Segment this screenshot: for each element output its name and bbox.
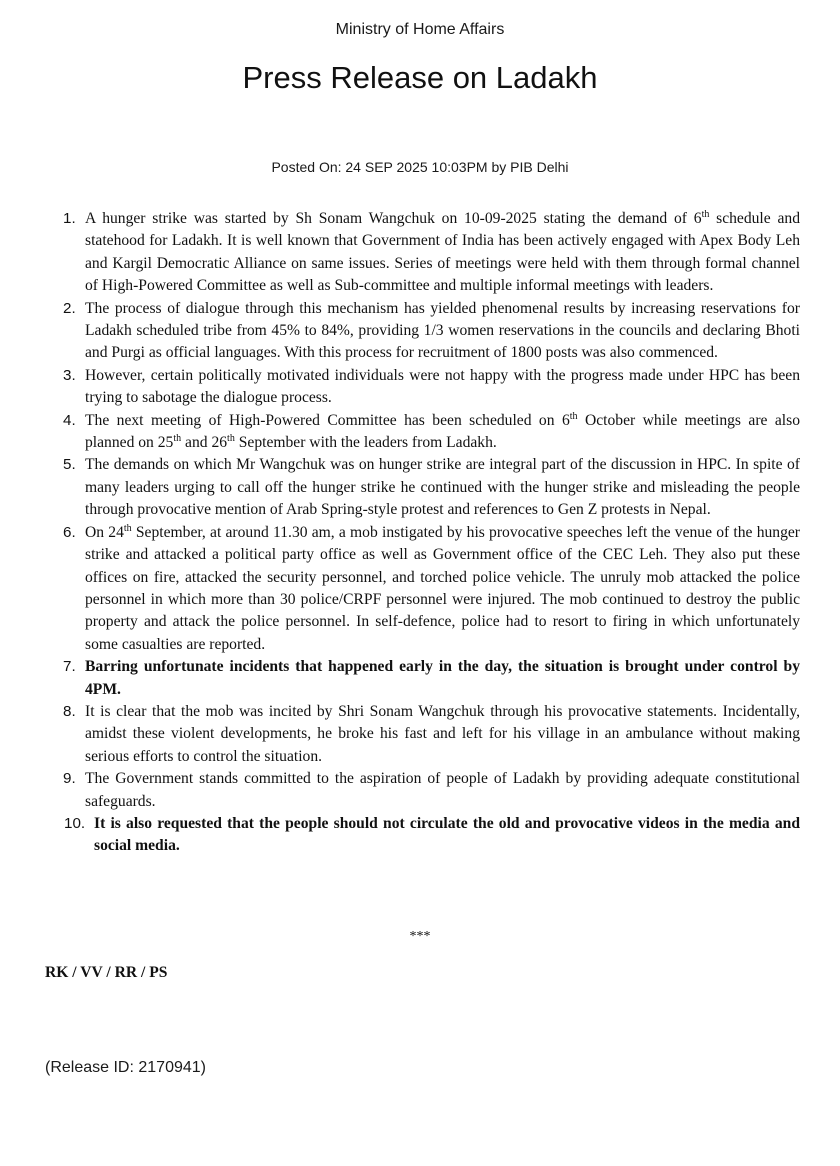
list-item [63, 298, 800, 365]
list-item [63, 522, 800, 656]
posted-on: Posted On: 24 SEP 2025 10:03PM by PIB Delhi [271, 159, 569, 175]
list-item [63, 410, 800, 455]
item-text: September with the leaders from Ladakh. [234, 434, 497, 452]
superscript: th [701, 208, 710, 220]
item-number: 5. [63, 456, 76, 474]
list-item [63, 454, 800, 521]
list-item [63, 365, 800, 410]
superscript: th [569, 410, 578, 422]
item-text: The demands on which Mr Wangchuk was on hunger strike are integral part of the discussion in HPC. In spite of many leaders urging to call off the hunger strike he continued with the hunger strike and misleading the people through provocative mention of Arab Spring-style protest and references to Gen Z protests in Nepal. [85, 456, 800, 519]
release-id: (Release ID: 2170941) [45, 1059, 206, 1076]
item-text: It is clear that the mob was incited by Shri Sonam Wangchuk through his provocative statements. Incidentally, amidst these violent developments, he broke his fast and left for his village in an ambulance without making serious efforts to control the situation. [85, 702, 800, 765]
item-text: September, at around 11.30 am, a mob instigated by his provocative speeches left the venue of the hunger strike and attacked a political party office as well as Government office of the CEC Leh. They also put these offices on fire, attacked the security personnel, and torched police vehicle. The unruly mob attacked the police personnel in which more than 30 police/CRPF personnel were injured. The mob continued to destroy the public property and attack the police personnel. In self-defence, police had to resort to firing in which unfortunately some casualties are reported. [85, 523, 800, 653]
superscript: th [123, 522, 132, 534]
ministry-name: Ministry of Home Affairs [335, 21, 505, 38]
item-text: It is also requested that the people should not circulate the old and provocative videos in the media and social media. [94, 814, 800, 855]
separator-stars: *** [409, 929, 431, 944]
item-text: A hunger strike was started by Sh Sonam Wangchuk on 10-09-2025 stating the demand of 6 [85, 210, 702, 227]
item-number: 4. [63, 411, 76, 429]
item-number: 2. [63, 299, 76, 317]
list-item [64, 813, 800, 858]
item-text: On 24 [85, 523, 124, 541]
item-text: However, certain politically motivated individuals were not happy with the progress made under HPC has been trying to sabotage the dialogue process. [85, 366, 800, 407]
page-title: Press Release on Ladakh [242, 60, 598, 95]
item-text: Barring unfortunate incidents that happened early in the day, the situation is brought under control by 4PM. [85, 658, 800, 698]
item-number: 9. [63, 770, 76, 788]
list-item [63, 208, 800, 298]
release-points-list [63, 208, 800, 858]
superscript: th [227, 432, 235, 444]
item-number: 8. [63, 702, 76, 720]
list-item [63, 768, 800, 813]
list-item [63, 701, 800, 768]
superscript: th [173, 432, 182, 444]
item-text: October while meetings are also planned on 25 [85, 411, 800, 452]
item-text: schedule and statehood for Ladakh. It is well known that Government of India has been actively engaged with Apex Body Leh and Kargil Democratic Alliance on same issues. Series of meetings were held with them through formal channel of High-Powered Committee as well as Sub-committee and multiple informal meetings with leaders. [85, 210, 800, 295]
item-number: 7. [63, 658, 76, 676]
item-text: The next meeting of High-Powered Committee has been scheduled on 6 [85, 411, 570, 429]
initials-codes: RK / VV / RR / PS [45, 964, 168, 981]
item-text: The process of dialogue through this mechanism has yielded phenomenal results by increasing reservations for Ladakh scheduled tribe from 45% to 84%, providing 1/3 women reservations in the councils and declaring Bhoti and Purgi as official languages. With this process for recruitment of 1800 posts was also commenced. [85, 299, 800, 362]
item-text: The Government stands committed to the aspiration of people of Ladakh by providing adequate constitutional safeguards. [85, 770, 800, 810]
item-number: 10. [64, 814, 86, 832]
item-text: and 26 [181, 434, 228, 452]
list-item [63, 656, 800, 701]
item-number: 1. [63, 210, 76, 227]
item-number: 3. [63, 366, 76, 384]
item-number: 6. [63, 523, 76, 541]
